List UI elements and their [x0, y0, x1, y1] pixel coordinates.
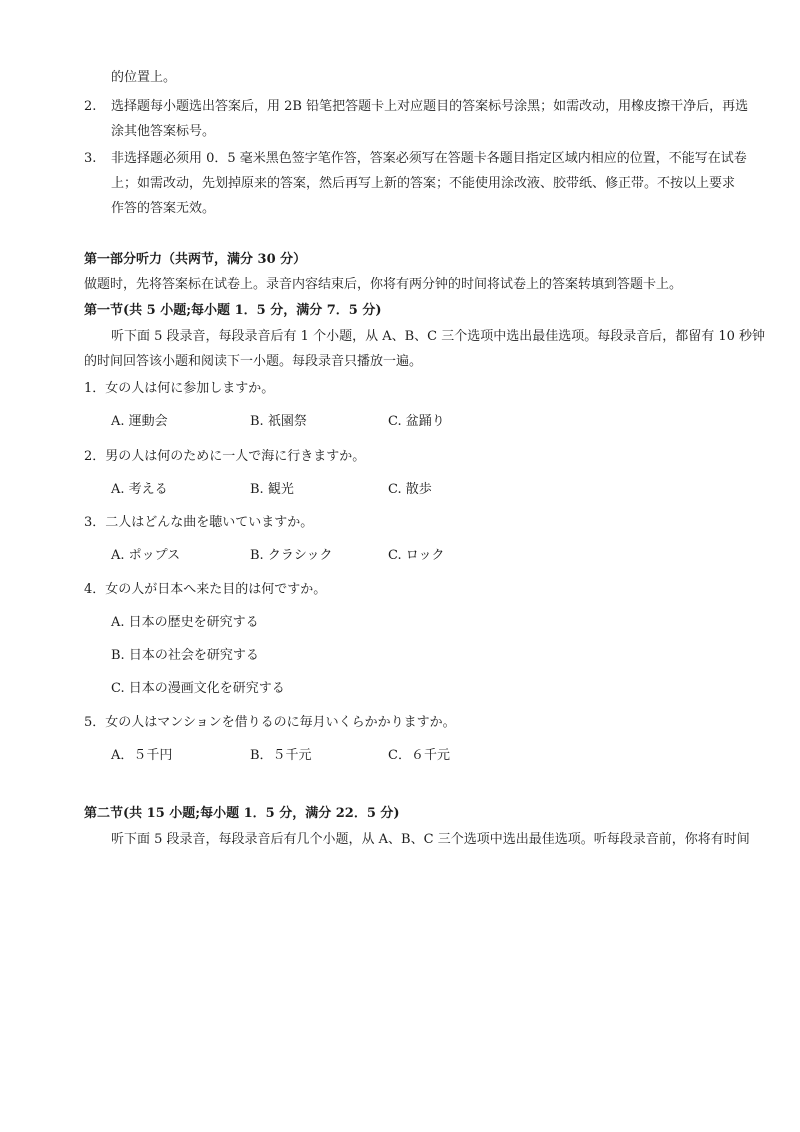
instruction-3-line1: 非选择题必须用 0．5 毫米黑色签字笔作答，答案必须写在答题卡各题目指定区域内相应的位置，不能写在试卷: [111, 151, 747, 166]
question-1: 1．女の人は何に参加しますか。: [84, 381, 275, 396]
question-4-option-b: B. 日本の社会を研究する: [111, 648, 259, 663]
question-1-option-b: B. 祇園祭: [250, 414, 307, 429]
question-5: 5．女の人はマンションを借りるのに毎月いくらかかりますか。: [84, 715, 456, 730]
question-5-option-a: A．５千円: [111, 748, 173, 763]
question-2: 2．男の人は何のために一人で海に行きますか。: [84, 449, 366, 464]
instruction-2-number: 2.: [84, 99, 97, 114]
instruction-3-number: 3.: [84, 151, 97, 166]
section2-description-line1: 听下面 5 段录音，每段录音后有几个小题，从 A、B、C 三个选项中选出最佳选项。听每段录音前，你将有时间: [111, 832, 750, 847]
question-2-option-a: A. 考える: [111, 482, 168, 497]
question-4-option-c: C. 日本の漫画文化を研究する: [111, 681, 285, 696]
question-3-option-a: A. ポップス: [111, 548, 181, 563]
question-4-option-a: A. 日本の歴史を研究する: [111, 615, 259, 630]
question-1-option-a: A. 運動会: [111, 414, 168, 429]
question-5-option-c: C．６千元: [388, 748, 450, 763]
part1-note: 做题时，先将答案标在试卷上。录音内容结束后，你将有两分钟的时间将试卷上的答案转填到答题卡上。: [84, 277, 683, 292]
question-4: 4．女の人が日本へ来た目的は何ですか。: [84, 582, 327, 597]
question-5-option-b: B．５千元: [250, 748, 312, 763]
question-3-option-b: B. クラシック: [250, 548, 333, 563]
question-2-option-b: B. 観光: [250, 482, 294, 497]
section1-description-line2: 的时间回答该小题和阅读下一小题。每段录音只播放一遍。: [84, 354, 423, 369]
part1-title: 第一部分听力（共两节，满分 30 分）: [84, 252, 307, 267]
question-1-option-c: C. 盆踊り: [388, 414, 445, 429]
instruction-3-line3: 作答的答案无效。: [111, 201, 216, 216]
question-3-option-c: C. ロック: [388, 548, 445, 563]
instruction-2-line1: 选择题每小题选出答案后，用 2B 铅笔把答题卡上对应题目的答案标号涂黑；如需改动，用橡皮擦干净后，再选: [111, 99, 749, 114]
instruction-2-line2: 涂其他答案标号。: [111, 124, 216, 139]
section1-description-line1: 听下面 5 段录音，每段录音后有 1 个小题，从 A、B、C 三个选项中选出最佳选项。每段录音后，都留有 10 秒钟: [111, 329, 766, 344]
question-2-option-c: C. 散歩: [388, 482, 432, 497]
instruction-3-line2: 上；如需改动，先划掉原来的答案，然后再写上新的答案；不能使用涂改液、胶带纸、修正带。不按以上要求: [111, 176, 736, 191]
instruction-continuation: 的位置上。: [111, 70, 177, 85]
section2-title: 第二节(共 15 小题;每小题 1．5 分，满分 22．5 分): [84, 806, 400, 821]
section1-title: 第一节(共 5 小题;每小题 1．5 分，满分 7．5 分): [84, 303, 382, 318]
question-3: 3．二人はどんな曲を聴いていますか。: [84, 515, 314, 530]
